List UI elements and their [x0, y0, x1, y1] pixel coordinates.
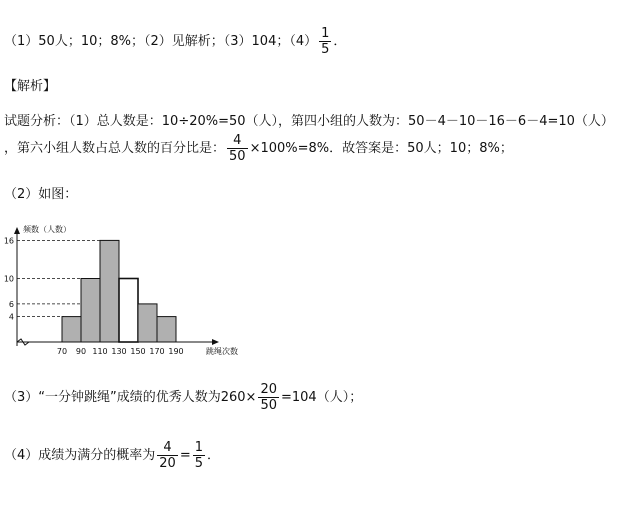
- y-tick-label: 16: [3, 236, 14, 246]
- fraction-numerator: 1: [321, 26, 330, 41]
- analysis-header: 【解析】: [4, 79, 57, 94]
- part2-label: （2）如图：: [4, 187, 78, 202]
- part3-text: （3）“一分钟跳绳”成绩的优秀人数为260×: [4, 390, 257, 405]
- fraction-numerator: 4: [157, 440, 178, 456]
- x-tick-label: 90: [75, 347, 87, 356]
- fraction-numerator: 4: [227, 133, 248, 149]
- x-axis-arrow: [212, 339, 219, 345]
- y-axis-arrow: [14, 227, 20, 234]
- percent-fraction: [227, 133, 248, 164]
- histogram-bar: [138, 304, 157, 342]
- histogram-chart: [0, 218, 240, 368]
- part3-line: [4, 382, 362, 413]
- histogram-bar: [157, 317, 176, 342]
- part4-text: （4）成绩为满分的概率为: [4, 448, 156, 463]
- histogram-bar: [100, 240, 119, 342]
- fraction-denominator: 50: [229, 149, 246, 164]
- x-tick-label: 70: [56, 347, 68, 356]
- fraction-denominator: 20: [159, 456, 176, 471]
- part4-fraction-2: [193, 440, 205, 471]
- fraction-numerator: 1: [194, 440, 204, 455]
- part3-fraction: [258, 382, 279, 413]
- part4-fraction-1: [157, 440, 178, 471]
- analysis-text: ，第六小组人数占总人数的百分比是：: [4, 141, 226, 156]
- analysis-line-2: [4, 133, 513, 164]
- answer-line: [4, 26, 346, 57]
- x-tick-label: 130: [111, 347, 127, 356]
- y-tick-label: 10: [3, 274, 14, 284]
- y-tick-label: 4: [8, 312, 14, 322]
- x-axis-label: 跳绳次数: [206, 347, 238, 356]
- part3-text-end: =104（人）；: [281, 390, 363, 405]
- analysis-line-1: 试题分析：（1）总人数是：10÷20%=50（人），第四小组的人数为：50－4－10－16－6－4=10（人）: [4, 114, 614, 129]
- fraction-numerator: 20: [260, 382, 277, 397]
- x-tick-label: 150: [130, 347, 146, 356]
- x-tick-label: 190: [168, 347, 184, 356]
- chart-bars: [62, 240, 176, 342]
- part4-line: [4, 440, 220, 471]
- y-tick-label: 6: [8, 299, 14, 309]
- fraction-denominator: 50: [260, 398, 277, 413]
- fraction-denominator: 5: [321, 42, 330, 57]
- histogram-bar: [119, 279, 138, 343]
- x-tick-label: 110: [92, 347, 108, 356]
- answer-end: ．: [333, 34, 347, 49]
- x-tick-label: 170: [149, 347, 165, 356]
- part4-end: ．: [207, 448, 221, 463]
- y-axis-label: 频数（人数）: [23, 225, 71, 234]
- equals-sign: =: [179, 448, 191, 463]
- histogram-bar: [81, 279, 100, 343]
- fraction-denominator: 5: [194, 456, 204, 471]
- answer-text: （1）50人；10；8%；（2）见解析；（3）104；（4）: [4, 34, 318, 49]
- answer-fraction: [319, 26, 331, 57]
- histogram-bar: [62, 317, 81, 342]
- analysis-text-end: ×100%=8%．故答案是：50人；10；8%；: [249, 141, 513, 156]
